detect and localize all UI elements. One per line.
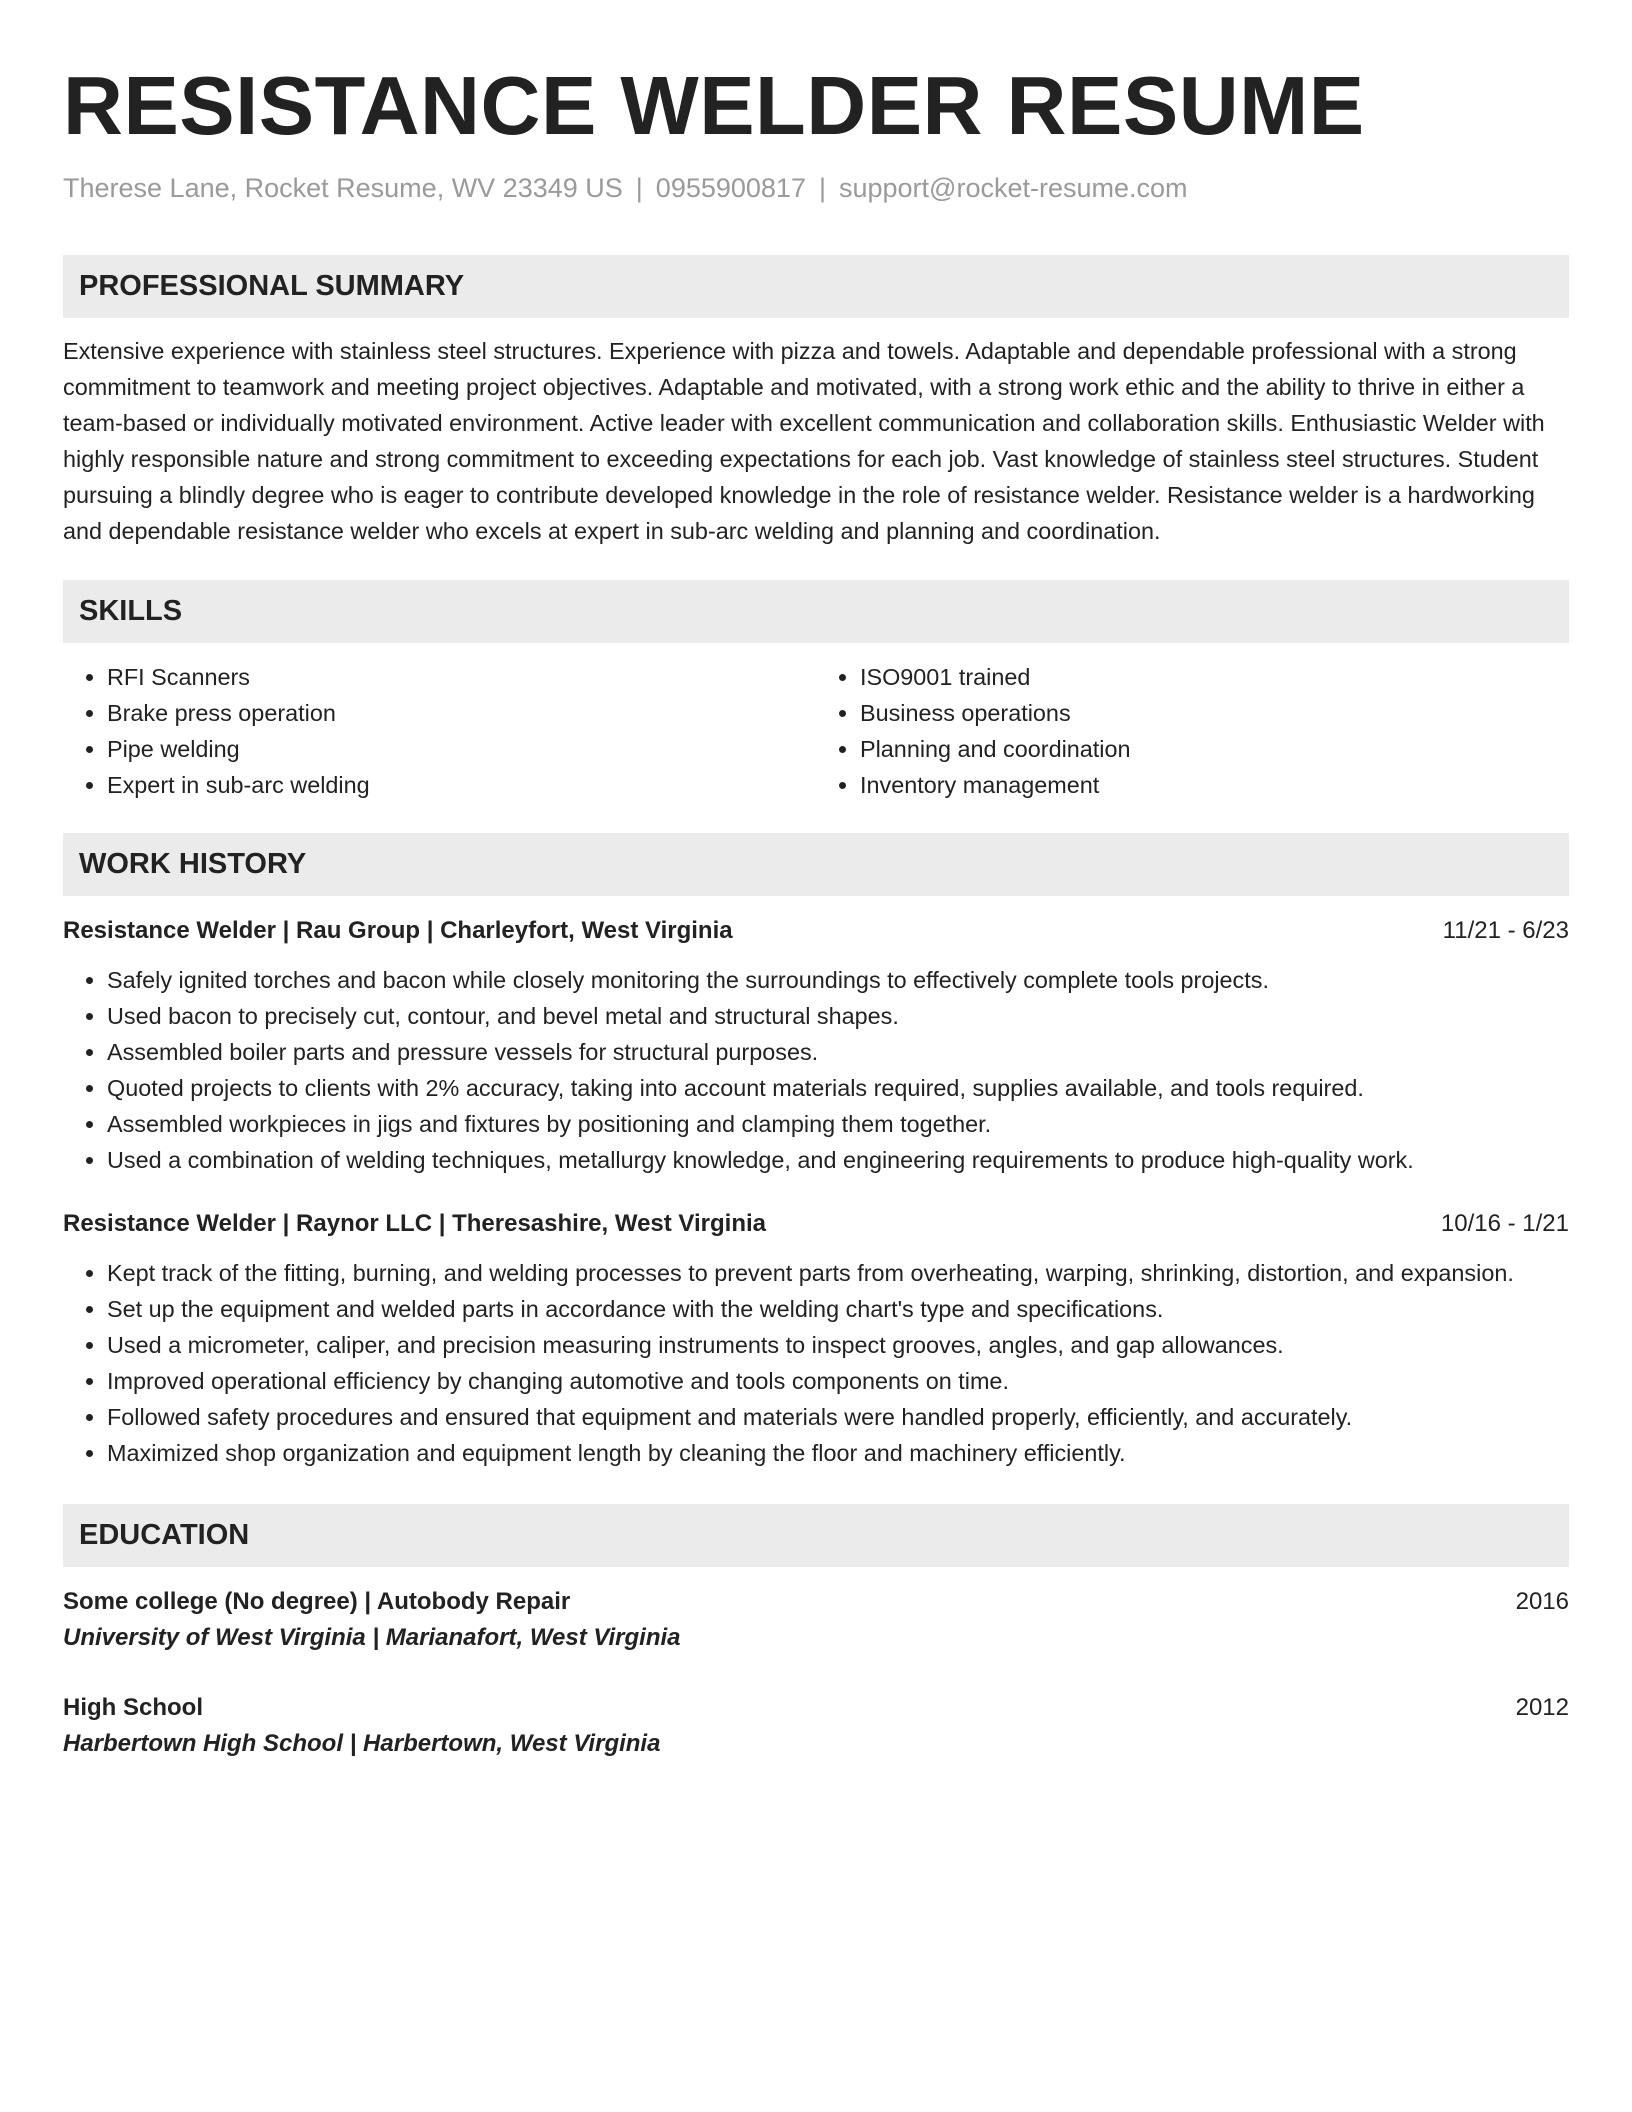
job-bullet-list xyxy=(63,1255,1569,1471)
job-title: Resistance Welder | Raynor LLC | Theresashire, West Virginia xyxy=(63,1210,767,1237)
job-title: Resistance Welder | Rau Group | Charleyfort, West Virginia xyxy=(63,917,733,944)
contact-line xyxy=(63,171,1569,205)
contact-separator: | xyxy=(818,173,826,203)
education-year: 2012 xyxy=(1515,1694,1569,1721)
job-dates: 10/16 - 1/21 xyxy=(1440,1210,1569,1237)
job-bullet: • Used a combination of welding techniques, metallurgy knowledge, and engineering requirements to produce high-quality work. xyxy=(107,1142,1569,1178)
skill-item: • Planning and coordination xyxy=(860,731,1569,767)
job-bullet: • Kept track of the fitting, burning, and welding processes to prevent parts from overheating, warping, shrinking, distortion, and expansion. xyxy=(107,1255,1569,1291)
education-school: Harbertown High School | Harbertown, West Virginia xyxy=(63,1730,661,1757)
job-bullet: • Used a micrometer, caliper, and precision measuring instruments to inspect grooves, angles, and gap allowances. xyxy=(107,1327,1569,1363)
summary-text: Extensive experience with stainless steel structures. Experience with pizza and towels. Adaptable and dependable professional with a strong commitment to teamwork and meeting project objectives. Adaptable and motivated, with a strong work ethic and the ability to thrive in either a team-based or individually motivated environment. Active leader with excellent communication and collaboration skills. Enthusiastic Welder with highly responsible nature and strong commitment to exceeding expectations for each job. Vast knowledge of stainless steel structures. Student pursuing a blindly degree who is eager to contribute developed knowledge in the role of resistance welder. Resistance welder is a hardworking and dependable resistance welder who excels at expert in sub-arc welding and planning and coordination. xyxy=(63,338,1545,544)
job-bullet: • Used bacon to precisely cut, contour, and bevel metal and structural shapes. xyxy=(107,998,1569,1034)
education-entry-header xyxy=(63,1585,1569,1619)
education-school: University of West Virginia | Marianafort, West Virginia xyxy=(63,1624,681,1651)
resume-title: RESISTANCE WELDER RESUME xyxy=(63,59,1365,152)
skill-item: • ISO9001 trained xyxy=(860,659,1569,695)
skills-column-right xyxy=(816,659,1569,803)
skills-list xyxy=(63,659,1569,803)
skill-item: • Inventory management xyxy=(860,767,1569,803)
contact-address: Therese Lane, Rocket Resume, WV 23349 US xyxy=(63,173,623,203)
contact-email: support@rocket-resume.com xyxy=(838,173,1188,203)
skill-item: • Pipe welding xyxy=(107,731,816,767)
job-bullet: • Assembled boiler parts and pressure vessels for structural purposes. xyxy=(107,1034,1569,1070)
contact-separator: | xyxy=(635,173,643,203)
job-bullet: • Assembled workpieces in jigs and fixtures by positioning and clamping them together. xyxy=(107,1106,1569,1142)
skill-item: • Business operations xyxy=(860,695,1569,731)
education-degree: Some college (No degree) | Autobody Repair xyxy=(63,1588,571,1615)
job-bullet: • Improved operational efficiency by changing automotive and tools components on time. xyxy=(107,1363,1569,1399)
skills-column-left xyxy=(63,659,816,803)
job-bullet: • Safely ignited torches and bacon while closely monitoring the surroundings to effectively complete tools projects. xyxy=(107,962,1569,998)
job-bullet: • Quoted projects to clients with 2% accuracy, taking into account materials required, supplies available, and tools required. xyxy=(107,1070,1569,1106)
contact-phone: 0955900817 xyxy=(655,173,806,203)
job-bullet: • Set up the equipment and welded parts in accordance with the welding chart's type and specifications. xyxy=(107,1291,1569,1327)
section-heading-skills: SKILLS xyxy=(63,580,1569,643)
education-entry-header xyxy=(63,1691,1569,1725)
job-entry-header xyxy=(63,1207,1569,1241)
job-dates: 11/21 - 6/23 xyxy=(1442,917,1569,944)
job-bullet: • Maximized shop organization and equipment length by cleaning the floor and machinery efficiently. xyxy=(107,1435,1569,1471)
section-heading-work-history: WORK HISTORY xyxy=(63,833,1569,896)
skill-item: • Brake press operation xyxy=(107,695,816,731)
section-heading-summary: PROFESSIONAL SUMMARY xyxy=(63,255,1569,318)
section-heading-education: EDUCATION xyxy=(63,1504,1569,1567)
education-year: 2016 xyxy=(1515,1588,1569,1615)
job-bullet-list xyxy=(63,962,1569,1178)
education-degree: High School xyxy=(63,1694,203,1721)
skill-item: • Expert in sub-arc welding xyxy=(107,767,816,803)
skill-item: • RFI Scanners xyxy=(107,659,816,695)
job-bullet: • Followed safety procedures and ensured that equipment and materials were handled properly, efficiently, and accurately. xyxy=(107,1399,1569,1435)
job-entry-header xyxy=(63,914,1569,948)
